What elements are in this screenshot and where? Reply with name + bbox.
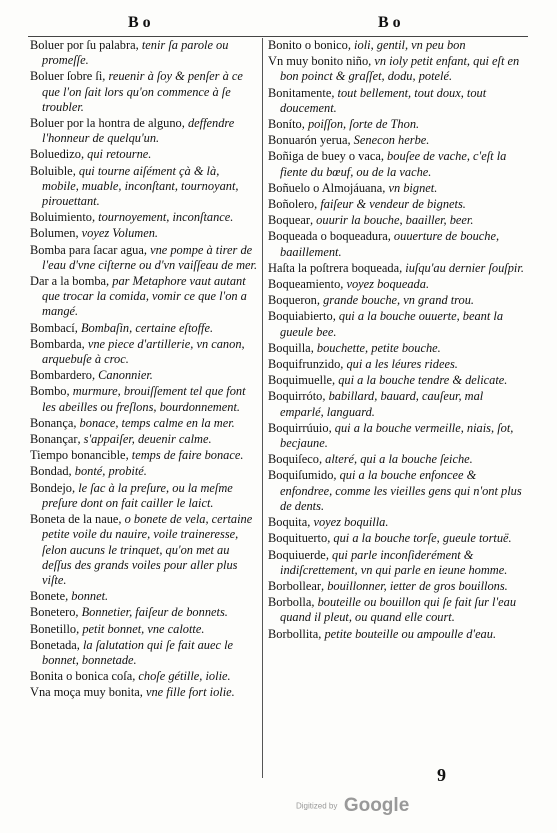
entry-headword: Boquituerto xyxy=(268,531,328,546)
dictionary-entry xyxy=(268,373,530,388)
dictionary-entry xyxy=(30,464,258,479)
dictionary-entry xyxy=(30,416,258,431)
dictionary-entry xyxy=(268,86,530,116)
entry-headword: Boñuelo o Almojáuana xyxy=(268,180,383,195)
dictionary-entry xyxy=(268,548,530,578)
entry-definition: , qui a la bouche vermeille, niais, ſot, becjaune. xyxy=(280,420,514,451)
entry-headword: Boquiuerde xyxy=(268,547,326,562)
dictionary-entry xyxy=(268,452,530,467)
entry-definition: , ouurir la bouche, baailler, beer. xyxy=(309,213,474,228)
entry-definition: , bonnet. xyxy=(65,589,109,604)
entry-headword: Dar a la bomba xyxy=(30,274,107,289)
entry-headword: Borbolla xyxy=(268,595,312,610)
dictionary-entry xyxy=(268,38,530,53)
dictionary-entry xyxy=(268,341,530,356)
entry-headword: Boquifrunzido xyxy=(268,357,341,372)
dictionary-entry xyxy=(30,384,258,414)
entry-headword: Boqueamiento xyxy=(268,277,341,292)
dictionary-entry xyxy=(268,261,530,276)
entry-definition: , Bonnetier, faiſeur de bonnets. xyxy=(75,605,228,620)
running-head-right: Bo xyxy=(378,14,405,31)
entry-headword: Bondejo xyxy=(30,480,72,495)
left-column xyxy=(30,38,258,702)
dictionary-entry xyxy=(30,605,258,620)
entry-headword: Boñiga de buey o vaca xyxy=(268,149,381,164)
entry-definition: , vne piece d'artillerie, vn canon, arquebuſe à croc. xyxy=(42,336,245,367)
digitized-watermark xyxy=(296,795,409,817)
dictionary-entry xyxy=(30,243,258,273)
entry-definition: , bonace, temps calme en la mer. xyxy=(73,415,235,430)
entry-headword: Bonita o bonica coſa xyxy=(30,669,133,684)
right-column xyxy=(268,38,530,643)
entry-definition: , qui parle inconſiderément & indiſcrettement, vn qui parle en ieune homme. xyxy=(280,547,508,577)
dictionary-entry xyxy=(30,448,258,463)
entry-definition: , tenir ſa parole ou promeſſe. xyxy=(42,38,229,68)
watermark-prefix: Digitized by xyxy=(296,801,338,811)
dictionary-entry xyxy=(268,579,530,594)
dictionary-entry xyxy=(268,229,530,259)
entry-definition: , poiſſon, ſorte de Thon. xyxy=(301,117,420,132)
entry-definition: , ouuerture de bouche, baaillement. xyxy=(280,229,500,259)
dictionary-entry xyxy=(268,357,530,372)
entry-headword: Boluimiento xyxy=(30,210,92,225)
dictionary-entry xyxy=(268,197,530,212)
entry-headword: Bonito o bonico xyxy=(268,38,348,52)
entry-definition: , vn bignet. xyxy=(382,180,438,195)
entry-definition: , o bonete de vela, certaine petite voile du nauire, voile traineresse, ſelon aucuns le trinquet, qu'on met au deſſus des grands voiles pour aller plus viſte. xyxy=(42,512,253,587)
entry-definition: , voyez Volumen. xyxy=(75,226,159,241)
entry-headword: Boqueron xyxy=(268,293,317,308)
entry-headword: Boquita xyxy=(268,515,308,530)
entry-definition: , reuenir à ſoy & penſer à ce que l'on ſait lors qu'on commence à ſe troubler. xyxy=(42,69,243,114)
entry-headword: Borbollear xyxy=(268,578,321,593)
dictionary-entry xyxy=(268,54,530,84)
entry-headword: Bombardero xyxy=(30,368,92,383)
entry-headword: Bombací xyxy=(30,320,75,335)
entry-definition: , vn ioly petit enfant, qui eſt en bon poinct & graſſet, dodu, potelé. xyxy=(280,54,520,84)
entry-definition: , alteré, qui a la bouche ſeiche. xyxy=(318,452,473,467)
entry-headword: Boquear xyxy=(268,213,310,228)
entry-headword: Boluedizo xyxy=(30,147,81,162)
entry-definition: , faiſeur & vendeur de bignets. xyxy=(314,197,466,212)
entry-definition: , babillard, bauard, cauſeur, mal emparlé, languard. xyxy=(280,389,484,419)
entry-definition: , vne fille fort iolie. xyxy=(139,685,235,700)
entry-definition: , bonté, probité. xyxy=(68,464,147,479)
dictionary-entry xyxy=(30,638,258,668)
entry-headword: Boquiſumido xyxy=(268,468,334,483)
dictionary-entry xyxy=(268,468,530,514)
entry-definition: , voyez boquilla. xyxy=(307,515,389,530)
entry-definition: , le ſac à la preſure, ou la meſme preſure dont on fait cailler le laict. xyxy=(42,480,233,510)
dictionary-entry xyxy=(30,432,258,447)
entry-headword: Bonançar xyxy=(30,432,78,447)
dictionary-entry xyxy=(268,293,530,308)
dictionary-entry xyxy=(268,213,530,228)
running-head-left: Bo xyxy=(128,14,155,31)
entry-definition: , bouillonner, ietter de gros bouillons. xyxy=(321,578,508,593)
entry-headword: Bolumen xyxy=(30,226,76,241)
entry-definition: , petit bonnet, vne calotte. xyxy=(76,621,205,636)
entry-definition: , temps de faire bonace. xyxy=(125,448,244,463)
entry-headword: Boluer por ſu palabra xyxy=(30,38,136,52)
entry-headword: Bombarda xyxy=(30,336,82,351)
entry-definition: , tournoyement, inconſtance. xyxy=(91,210,234,225)
entry-definition: , ioli, gentil, vn peu bon xyxy=(347,38,466,52)
entry-headword: Boquiſeco xyxy=(268,452,319,467)
column-divider xyxy=(262,38,263,778)
dictionary-entry xyxy=(268,181,530,196)
entry-headword: Boquirróto xyxy=(268,389,323,404)
dictionary-entry xyxy=(30,669,258,684)
entry-headword: Boñolero xyxy=(268,197,315,212)
dictionary-entry xyxy=(30,274,258,320)
dictionary-entry xyxy=(30,210,258,225)
dictionary-entry xyxy=(30,512,258,588)
page-number: 9 xyxy=(437,765,446,785)
entry-headword: Bonitamente xyxy=(268,85,332,100)
dictionary-entry xyxy=(268,389,530,419)
entry-definition: , qui a la bouche tendre & delicate. xyxy=(332,373,508,388)
dictionary-entry xyxy=(30,337,258,367)
entry-headword: Bonança xyxy=(30,415,74,430)
entry-definition: , qui a la bouche enfoncee & enfondree, comme les vieilles gens qui n'ont plus de dents. xyxy=(280,468,522,513)
entry-headword: Bonetero xyxy=(30,605,76,620)
entry-definition: , qui a la bouche ouuerte, beant la gueule bee. xyxy=(280,309,504,339)
entry-headword: Vna moça muy bonita xyxy=(30,685,140,700)
dictionary-entry xyxy=(30,116,258,146)
entry-headword: Bonetillo xyxy=(30,621,77,636)
entry-headword: Boneta de la naue xyxy=(30,512,119,527)
entry-definition: , voyez boqueada. xyxy=(340,277,430,292)
dictionary-entry xyxy=(30,622,258,637)
entry-definition: , la ſalutation qui ſe fait auec le bonnet, bonnetade. xyxy=(42,637,234,667)
entry-headword: Borbollita xyxy=(268,626,319,641)
dictionary-entry xyxy=(30,69,258,115)
entry-definition: , qui retourne. xyxy=(80,147,152,162)
entry-headword: Boluible xyxy=(30,163,73,178)
entry-definition: , qui a la bouche torſe, gueule tortuë. xyxy=(327,531,512,546)
dictionary-entry xyxy=(30,147,258,162)
dictionary-entry xyxy=(268,149,530,179)
entry-definition: , murmure, brouiſſement tel que font les abeilles ou freſlons, bourdonnement. xyxy=(42,384,246,414)
entry-definition: , s'appaiſer, deuenir calme. xyxy=(77,432,212,447)
entry-definition: , deffendre l'honneur de quelqu'un. xyxy=(42,116,235,146)
dictionary-entry xyxy=(30,589,258,604)
entry-definition: , Bombaſin, certaine eſtoffe. xyxy=(74,320,214,335)
dictionary-entry xyxy=(268,421,530,451)
entry-headword: Boluer ſobre ſi xyxy=(30,69,103,84)
entry-headword: Boquimuelle xyxy=(268,373,333,388)
entry-headword: Vn muy bonito niño xyxy=(268,54,369,69)
entry-headword: Boluer por la hontra de alguno xyxy=(30,116,182,131)
dictionary-entry xyxy=(30,321,258,336)
entry-headword: Boquirrúuio xyxy=(268,420,329,435)
entry-headword: Bonete xyxy=(30,589,66,604)
dictionary-entry xyxy=(30,226,258,241)
entry-definition: , qui a les léures ridees. xyxy=(340,357,458,372)
dictionary-entry xyxy=(268,277,530,292)
entry-definition: , par Metaphore vaut autant que trocar la comida, vomir ce que l'on a mangé. xyxy=(42,274,247,319)
entry-definition: , bouteille ou bouillon qui ſe fait ſur l'eau quand il pleut, ou quand elle court. xyxy=(280,595,517,625)
dictionary-entry xyxy=(268,515,530,530)
entry-definition: , tout bellement, tout doux, tout doucement. xyxy=(280,85,487,115)
dictionary-entry xyxy=(30,368,258,383)
entry-definition: , vne pompe à tirer de l'eau d'vne ciſterne ou d'vn vaiſſeau de mer. xyxy=(42,242,258,272)
entry-definition: , qui tourne aiſément çà & là, mobile, muable, inconſtant, tournoyant, pirouettant. xyxy=(42,163,239,209)
entry-headword: Bombo xyxy=(30,384,67,399)
entry-headword: Haſta la poſtrera boqueada xyxy=(268,260,400,275)
entry-definition: , petite bouteille ou ampoulle d'eau. xyxy=(318,626,497,641)
entry-headword: Bondad xyxy=(30,464,69,479)
header-rule xyxy=(28,36,528,37)
entry-headword: Boquilla xyxy=(268,340,311,355)
entry-headword: Bomba para ſacar agua xyxy=(30,242,144,257)
entry-definition: , iuſqu'au dernier ſouſpir. xyxy=(399,260,524,275)
dictionary-entry xyxy=(268,627,530,642)
dictionary-entry xyxy=(30,481,258,511)
google-logo: Google xyxy=(343,795,410,816)
entry-headword: Boquiabierto xyxy=(268,309,333,324)
dictionary-entry xyxy=(268,309,530,339)
dictionary-entry xyxy=(30,685,258,700)
entry-headword: Bonetada xyxy=(30,637,77,652)
entry-definition: , grande bouche, vn grand trou. xyxy=(316,293,475,308)
dictionary-entry xyxy=(268,117,530,132)
dictionary-entry xyxy=(268,595,530,625)
dictionary-entry xyxy=(30,164,258,210)
entry-definition: , bouchette, petite bouche. xyxy=(310,340,441,355)
dictionary-entry xyxy=(268,531,530,546)
entry-definition: , choſe gétille, iolie. xyxy=(132,669,231,684)
entry-headword: Tiempo bonancible xyxy=(30,448,126,463)
entry-headword: Boqueada o boqueadura xyxy=(268,229,388,244)
dictionary-entry xyxy=(268,133,530,148)
entry-definition: , Canonnier. xyxy=(91,368,153,383)
entry-definition: , Senecon herbe. xyxy=(347,133,430,148)
dictionary-entry xyxy=(30,38,258,68)
entry-headword: Bonuarón yerua xyxy=(268,133,348,148)
entry-definition: , bouſee de vache, c'eſt la fiente du bœuf, ou de la vache. xyxy=(280,149,507,179)
entry-headword: Boníto xyxy=(268,117,302,132)
